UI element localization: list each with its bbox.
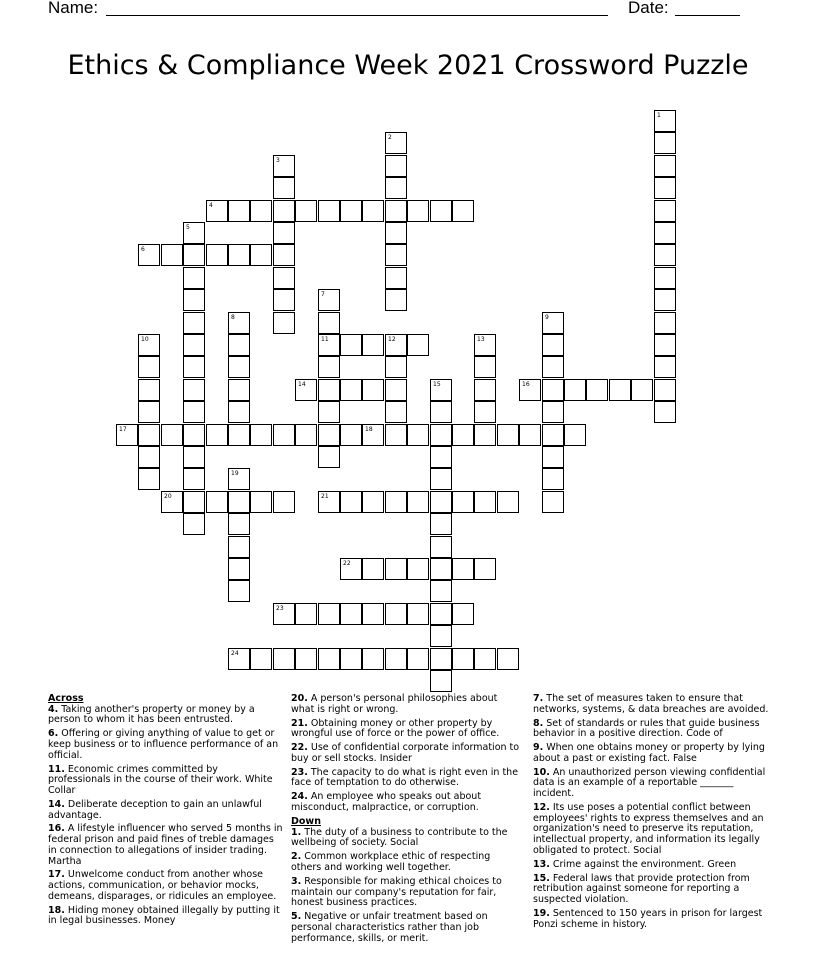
grid-cell[interactable] <box>452 603 474 625</box>
grid-cell[interactable] <box>228 468 250 490</box>
grid-cell[interactable] <box>250 424 272 446</box>
grid-cell[interactable] <box>542 334 564 356</box>
clue-down-5 <box>291 912 521 944</box>
grid-cell[interactable] <box>183 468 205 490</box>
clue-text: An employee who speaks out about misconduct, malpractice, or corruption. <box>291 791 482 814</box>
cell-number: 6 <box>141 246 145 253</box>
clue-down-10 <box>533 768 769 800</box>
clue-down-2 <box>291 852 521 873</box>
grid-cell[interactable] <box>654 110 676 132</box>
grid-cell[interactable] <box>183 401 205 423</box>
grid-cell[interactable] <box>654 200 676 222</box>
clue-down-7 <box>533 694 769 715</box>
grid-cell[interactable] <box>385 424 407 446</box>
cell-number: 13 <box>477 336 485 343</box>
clue-across-16 <box>48 824 283 867</box>
grid-cell[interactable] <box>318 200 340 222</box>
clue-number: 1. <box>291 826 302 838</box>
grid-cell[interactable] <box>609 379 631 401</box>
grid-cell[interactable] <box>138 334 160 356</box>
cell-number: 23 <box>276 605 284 612</box>
grid-cell[interactable] <box>407 648 429 670</box>
grid-cell[interactable] <box>273 244 295 266</box>
grid-cell[interactable] <box>295 424 317 446</box>
grid-cell[interactable] <box>430 603 452 625</box>
cell-number: 19 <box>231 470 239 477</box>
clue-number: 21. <box>291 717 308 729</box>
grid-cell[interactable] <box>474 648 496 670</box>
grid-cell[interactable] <box>273 222 295 244</box>
clue-number: 4. <box>48 703 59 715</box>
clue-down-13 <box>533 860 769 871</box>
grid-cell[interactable] <box>385 603 407 625</box>
grid-cell[interactable] <box>474 424 496 446</box>
clue-text: The set of measures taken to ensure that networks, systems, & data breaches are avoided. <box>533 693 769 715</box>
grid-cell[interactable] <box>362 648 384 670</box>
grid-cell[interactable] <box>654 132 676 154</box>
cell-number: 17 <box>119 426 127 433</box>
grid-cell[interactable] <box>228 379 250 401</box>
clue-text: Use of confidential corporate information to buy or sell stocks. Insider <box>291 742 520 764</box>
grid-cell[interactable] <box>407 424 429 446</box>
grid-cell[interactable] <box>318 312 340 334</box>
grid-cell[interactable] <box>385 334 407 356</box>
grid-cell[interactable] <box>250 200 272 222</box>
name-label: Name: <box>48 0 99 17</box>
grid-cell[interactable] <box>474 334 496 356</box>
clue-text: Obtaining money or other property by wrongful use of force or the power of office. <box>291 717 500 740</box>
clue-text: Crime against the environment. Green <box>552 858 737 870</box>
grid-cell[interactable] <box>228 312 250 334</box>
grid-cell[interactable] <box>452 648 474 670</box>
clue-across-4 <box>48 705 283 726</box>
clue-text: Taking another's property or money by a person to whom it has been entrusted. <box>48 703 255 726</box>
clue-text: A lifestyle influencer who served 5 months in federal prison and paid fines of treble damages in connection to allegations of insider trading. Martha <box>48 823 283 867</box>
grid-cell[interactable] <box>497 491 519 513</box>
clue-text: Deliberate deception to gain an unlawful advantage. <box>48 798 262 821</box>
across-heading: Across <box>48 693 84 704</box>
grid-cell[interactable] <box>340 200 362 222</box>
clue-text: Common workplace ethic of respecting others and working well together. <box>291 851 491 873</box>
clues-column-2 <box>291 694 521 947</box>
clue-number: 23. <box>291 766 308 778</box>
grid-cell[interactable] <box>161 424 183 446</box>
grid-cell[interactable] <box>430 625 452 647</box>
grid-cell[interactable] <box>430 200 452 222</box>
cell-number: 8 <box>231 314 235 321</box>
cell-number: 16 <box>522 381 530 388</box>
grid-cell[interactable] <box>228 424 250 446</box>
cell-number: 11 <box>321 336 329 343</box>
clue-number: 17. <box>48 869 65 881</box>
grid-cell[interactable] <box>295 648 317 670</box>
grid-cell[interactable] <box>138 356 160 378</box>
clue-across-17 <box>48 870 283 902</box>
grid-cell[interactable] <box>183 424 205 446</box>
grid-cell[interactable] <box>654 289 676 311</box>
grid-cell[interactable] <box>407 603 429 625</box>
cell-number: 7 <box>321 291 325 298</box>
grid-cell[interactable] <box>250 244 272 266</box>
grid-cell[interactable] <box>407 491 429 513</box>
grid-cell[interactable] <box>228 558 250 580</box>
clue-text: Set of standards or rules that guide business behavior in a positive direction. Code of <box>533 717 760 740</box>
clue-text: Economic crimes committed by professionals in the course of their work. White Collar <box>48 763 273 796</box>
grid-cell[interactable] <box>519 379 541 401</box>
grid-cell[interactable] <box>654 356 676 378</box>
cell-number: 21 <box>321 493 329 500</box>
grid-cell[interactable] <box>542 401 564 423</box>
grid-cell[interactable] <box>430 513 452 535</box>
grid-cell[interactable] <box>250 648 272 670</box>
clue-down-1 <box>291 828 521 849</box>
grid-cell[interactable] <box>430 580 452 602</box>
grid-cell[interactable] <box>542 312 564 334</box>
clue-number: 2. <box>291 851 302 863</box>
grid-cell[interactable] <box>362 491 384 513</box>
cell-number: 14 <box>298 381 306 388</box>
clue-number: 13. <box>533 858 550 870</box>
clue-number: 11. <box>48 763 65 775</box>
grid-cell[interactable] <box>362 200 384 222</box>
grid-cell[interactable] <box>318 289 340 311</box>
grid-cell[interactable] <box>385 222 407 244</box>
clue-number: 8. <box>533 717 544 729</box>
cell-number: 22 <box>343 560 351 567</box>
grid-cell[interactable] <box>430 670 452 692</box>
grid-cell[interactable] <box>318 424 340 446</box>
clue-text: A person's personal philosophies about what is right or wrong. <box>291 693 498 715</box>
grid-cell[interactable] <box>228 491 250 513</box>
grid-cell[interactable] <box>138 468 160 490</box>
grid-cell[interactable] <box>318 334 340 356</box>
grid-cell[interactable] <box>273 177 295 199</box>
grid-cell[interactable] <box>318 379 340 401</box>
grid-cell[interactable] <box>161 491 183 513</box>
clue-across-14 <box>48 800 283 821</box>
grid-cell[interactable] <box>385 648 407 670</box>
grid-cell[interactable] <box>452 558 474 580</box>
grid-cell[interactable] <box>542 356 564 378</box>
grid-cell[interactable] <box>654 155 676 177</box>
clue-number: 10. <box>533 766 550 778</box>
cell-number: 15 <box>433 381 441 388</box>
clue-text: Sentenced to 150 years in prison for largest Ponzi scheme in history. <box>533 907 763 930</box>
clues-column-3 <box>533 694 769 934</box>
grid-cell[interactable] <box>430 648 452 670</box>
grid-cell[interactable] <box>362 379 384 401</box>
clue-across-21 <box>291 719 521 740</box>
grid-cell[interactable] <box>385 401 407 423</box>
cell-number: 4 <box>209 202 213 209</box>
clue-number: 12. <box>533 802 550 814</box>
grid-cell[interactable] <box>183 491 205 513</box>
grid-cell[interactable] <box>340 424 362 446</box>
grid-cell[interactable] <box>340 603 362 625</box>
grid-cell[interactable] <box>362 334 384 356</box>
grid-cell[interactable] <box>273 603 295 625</box>
clue-number: 24. <box>291 791 308 803</box>
grid-cell[interactable] <box>631 379 653 401</box>
clue-down-19 <box>533 909 769 930</box>
clue-down-12 <box>533 803 769 857</box>
grid-cell[interactable] <box>542 468 564 490</box>
clue-number: 3. <box>291 875 302 887</box>
grid-cell[interactable] <box>295 379 317 401</box>
grid-cell[interactable] <box>654 267 676 289</box>
grid-cell[interactable] <box>542 446 564 468</box>
clue-text: When one obtains money or property by lying about a past or existing fact. False <box>533 742 765 764</box>
grid-cell[interactable] <box>183 312 205 334</box>
grid-cell[interactable] <box>318 356 340 378</box>
grid-cell[interactable] <box>564 379 586 401</box>
grid-cell[interactable] <box>654 334 676 356</box>
grid-cell[interactable] <box>385 558 407 580</box>
grid-cell[interactable] <box>362 603 384 625</box>
grid-cell[interactable] <box>654 379 676 401</box>
clue-across-6 <box>48 729 283 761</box>
grid-cell[interactable] <box>228 648 250 670</box>
clue-text: Negative or unfair treatment based on personal characteristics rather than job performance, skills, or merit. <box>291 911 488 944</box>
grid-cell[interactable] <box>183 513 205 535</box>
clue-down-8 <box>533 719 769 740</box>
grid-cell[interactable] <box>340 558 362 580</box>
grid-cell[interactable] <box>206 424 228 446</box>
grid-cell[interactable] <box>295 200 317 222</box>
grid-cell[interactable] <box>452 491 474 513</box>
grid-cell[interactable] <box>228 401 250 423</box>
clue-text: Unwelcome conduct from another whose actions, communication, or behavior mocks, demeans, disparages, or ridicules an employee. <box>48 869 277 902</box>
grid-cell[interactable] <box>273 424 295 446</box>
clue-number: 20. <box>291 693 308 704</box>
clue-text: The duty of a business to contribute to the wellbeing of society. Social <box>291 826 508 849</box>
grid-cell[interactable] <box>430 379 452 401</box>
grid-cell[interactable] <box>228 536 250 558</box>
clue-across-22 <box>291 743 521 764</box>
grid-cell[interactable] <box>228 580 250 602</box>
grid-cell[interactable] <box>183 379 205 401</box>
grid-cell[interactable] <box>497 648 519 670</box>
grid-cell[interactable] <box>273 155 295 177</box>
clue-across-18 <box>48 906 283 927</box>
clue-across-11 <box>48 765 283 797</box>
clue-text: Hiding money obtained illegally by putting it in legal businesses. Money <box>48 904 280 927</box>
grid-cell[interactable] <box>385 267 407 289</box>
clue-number: 19. <box>533 907 550 919</box>
grid-cell[interactable] <box>654 244 676 266</box>
grid-cell[interactable] <box>407 334 429 356</box>
clue-number: 15. <box>533 872 550 884</box>
clue-number: 9. <box>533 742 544 754</box>
grid-cell[interactable] <box>318 446 340 468</box>
grid-cell[interactable] <box>542 424 564 446</box>
clue-across-24 <box>291 792 521 813</box>
clue-text: The capacity to do what is right even in the face of temptation to do otherwise. <box>291 766 519 789</box>
grid-cell[interactable] <box>474 491 496 513</box>
grid-cell[interactable] <box>654 222 676 244</box>
grid-cell[interactable] <box>318 491 340 513</box>
grid-cell[interactable] <box>385 491 407 513</box>
cell-number: 12 <box>388 336 396 343</box>
grid-cell[interactable] <box>474 558 496 580</box>
grid-cell[interactable] <box>295 603 317 625</box>
grid-cell[interactable] <box>430 491 452 513</box>
clues-column-1 <box>48 694 283 930</box>
grid-cell[interactable] <box>273 289 295 311</box>
grid-cell[interactable] <box>519 424 541 446</box>
grid-cell[interactable] <box>138 379 160 401</box>
grid-cell[interactable] <box>138 446 160 468</box>
grid-cell[interactable] <box>430 468 452 490</box>
grid-cell[interactable] <box>228 513 250 535</box>
grid-cell[interactable] <box>206 491 228 513</box>
grid-cell[interactable] <box>273 312 295 334</box>
cell-number: 3 <box>276 157 280 164</box>
grid-cell[interactable] <box>138 424 160 446</box>
grid-cell[interactable] <box>273 267 295 289</box>
grid-cell[interactable] <box>407 200 429 222</box>
grid-cell[interactable] <box>183 267 205 289</box>
grid-cell[interactable] <box>183 446 205 468</box>
grid-cell[interactable] <box>385 200 407 222</box>
grid-cell[interactable] <box>161 244 183 266</box>
grid-cell[interactable] <box>385 132 407 154</box>
grid-cell[interactable] <box>385 155 407 177</box>
clue-text: Responsible for making ethical choices to maintain our company's reputation for fair, honest business practices. <box>291 875 502 909</box>
clue-number: 7. <box>533 693 544 704</box>
grid-cell[interactable] <box>318 603 340 625</box>
cell-number: 18 <box>365 426 373 433</box>
cell-number: 10 <box>141 336 149 343</box>
clue-number: 14. <box>48 798 65 810</box>
grid-cell[interactable] <box>452 424 474 446</box>
grid-cell[interactable] <box>654 312 676 334</box>
grid-cell[interactable] <box>385 379 407 401</box>
grid-cell[interactable] <box>385 356 407 378</box>
clue-text: Offering or giving anything of value to get or keep business or to influence performance of an official. <box>48 728 279 761</box>
clue-across-20 <box>291 694 521 715</box>
grid-cell[interactable] <box>430 558 452 580</box>
grid-cell[interactable] <box>586 379 608 401</box>
grid-cell[interactable] <box>206 200 228 222</box>
grid-cell[interactable] <box>318 648 340 670</box>
grid-cell[interactable] <box>340 491 362 513</box>
grid-cell[interactable] <box>430 446 452 468</box>
grid-cell[interactable] <box>430 424 452 446</box>
grid-cell[interactable] <box>228 244 250 266</box>
grid-cell[interactable] <box>228 334 250 356</box>
grid-cell[interactable] <box>474 401 496 423</box>
cell-number: 24 <box>231 650 239 657</box>
grid-cell[interactable] <box>273 648 295 670</box>
grid-cell[interactable] <box>654 401 676 423</box>
grid-cell[interactable] <box>542 491 564 513</box>
grid-cell[interactable] <box>385 244 407 266</box>
grid-cell[interactable] <box>183 356 205 378</box>
grid-cell[interactable] <box>407 558 429 580</box>
grid-cell[interactable] <box>228 356 250 378</box>
grid-cell[interactable] <box>385 177 407 199</box>
grid-cell[interactable] <box>474 356 496 378</box>
grid-cell[interactable] <box>318 401 340 423</box>
grid-cell[interactable] <box>340 379 362 401</box>
grid-cell[interactable] <box>183 334 205 356</box>
clue-number: 6. <box>48 728 59 740</box>
cell-number: 5 <box>186 224 190 231</box>
cell-number: 20 <box>164 493 172 500</box>
cell-number: 9 <box>545 314 549 321</box>
grid-cell[interactable] <box>138 244 160 266</box>
grid-cell[interactable] <box>116 424 138 446</box>
grid-cell[interactable] <box>497 424 519 446</box>
date-label: Date: <box>628 0 669 17</box>
clue-number: 22. <box>291 742 308 754</box>
clue-text: Its use poses a potential conflict between employees' rights to express themselves and an organization's need to preserve its reputation, intellectual property, and information its legally obligated to protect. Social <box>533 802 764 856</box>
grid-cell[interactable] <box>183 222 205 244</box>
clue-down-3 <box>291 877 521 909</box>
grid-cell[interactable] <box>250 491 272 513</box>
grid-cell[interactable] <box>183 289 205 311</box>
grid-cell[interactable] <box>340 334 362 356</box>
grid-cell[interactable] <box>542 379 564 401</box>
clue-number: 5. <box>291 911 302 923</box>
grid-cell[interactable] <box>273 491 295 513</box>
grid-cell[interactable] <box>273 200 295 222</box>
grid-cell[interactable] <box>474 379 496 401</box>
grid-cell[interactable] <box>138 401 160 423</box>
down-heading: Down <box>291 815 321 827</box>
clue-number: 18. <box>48 904 65 916</box>
grid-cell[interactable] <box>430 536 452 558</box>
grid-cell[interactable] <box>362 558 384 580</box>
grid-cell[interactable] <box>385 289 407 311</box>
clue-down-9 <box>533 743 769 764</box>
grid-cell[interactable] <box>430 401 452 423</box>
clue-text: An unauthorized person viewing confidential data is an example of a reportable _______ incident. <box>533 766 766 800</box>
grid-cell[interactable] <box>206 244 228 266</box>
grid-cell[interactable] <box>564 424 586 446</box>
grid-cell[interactable] <box>452 200 474 222</box>
clue-text: Federal laws that provide protection from retribution against someone for reporting a suspected violation. <box>533 872 750 906</box>
clue-number: 16. <box>48 823 65 835</box>
clue-down-15 <box>533 874 769 906</box>
puzzle-title: Ethics & Compliance Week 2021 Crossword Puzzle <box>67 50 749 81</box>
clue-across-23 <box>291 768 521 789</box>
grid-cell[interactable] <box>183 244 205 266</box>
grid-cell[interactable] <box>228 200 250 222</box>
grid-cell[interactable] <box>340 648 362 670</box>
grid-cell[interactable] <box>654 177 676 199</box>
cell-number: 1 <box>657 112 661 119</box>
grid-cell[interactable] <box>362 424 384 446</box>
cell-number: 2 <box>388 134 392 141</box>
